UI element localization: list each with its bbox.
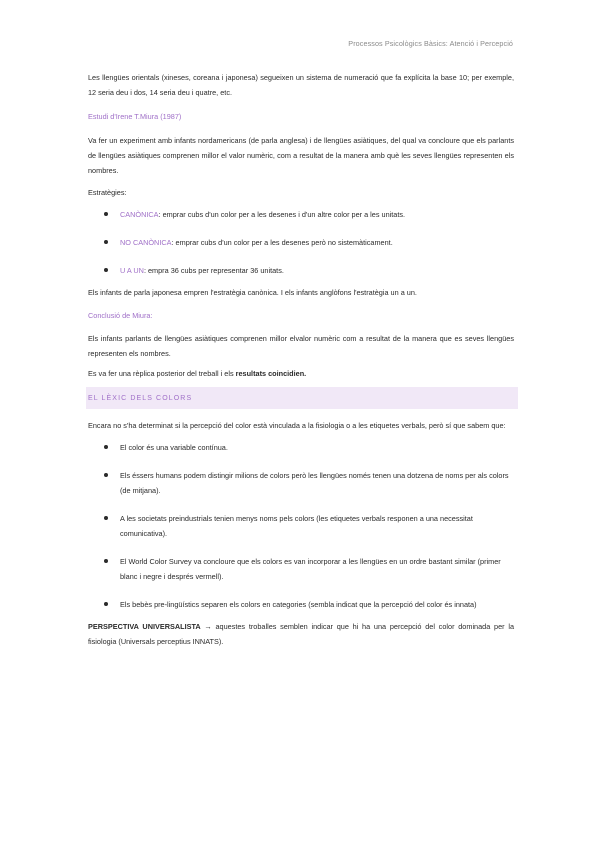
bullet-icon — [104, 268, 108, 272]
bullet-icon — [104, 240, 108, 244]
list-item — [88, 207, 514, 222]
page-content — [88, 70, 514, 649]
strategy-text: : emprar cubs d'un color per a les desenes però no sistemàticament. — [171, 238, 393, 247]
bullet-icon — [104, 516, 108, 520]
color-fact: El color és una variable contínua. — [120, 443, 228, 452]
replica-paragraph — [88, 366, 514, 381]
color-fact: El World Color Survey va concloure que els colors es van incorporar a les llengües en un ordre bastant similar (primer blanc i negre i després vermell). — [120, 557, 501, 581]
intro-paragraph: Les llengües orientals (xineses, coreana i japonesa) segueixen un sistema de numeració que fa explícita la base 10; per exemple, 12 seria deu i dos, 14 seria deu i quatre, etc. — [88, 73, 514, 97]
replica-result: resultats coincidien. — [235, 369, 307, 378]
list-item — [88, 468, 514, 498]
bullet-icon — [104, 212, 108, 216]
color-fact: Els bebès pre-lingüístics separen els colors en categories (sembla indicat que la percepció del color és innata) — [120, 600, 477, 609]
universalist-term: PERSPECTIVA UNIVERSALISTA — [88, 622, 201, 631]
page-header: Processos Psicològics Bàsics: Atenció i Percepció — [348, 39, 513, 48]
list-item — [88, 440, 514, 455]
list-item — [88, 263, 514, 278]
arrow-right-icon: → — [204, 622, 212, 631]
bullet-icon — [104, 602, 108, 606]
section-heading-bar — [86, 387, 518, 409]
replica-text: Es va fer una rèplica posterior del treball i els — [88, 369, 236, 378]
strategy-term: CANÒNICA — [120, 210, 159, 219]
strategies-label: Estratègies: — [88, 188, 127, 197]
color-facts-list — [88, 440, 514, 612]
conclusion-heading: Conclusió de Miura: — [88, 311, 153, 320]
bullet-icon — [104, 473, 108, 477]
universalist-text: aquestes troballes semblen indicar que hi ha una percepció del color dominada per la fisiologia (Universals perceptius INNATS). — [88, 622, 515, 646]
color-intro-paragraph: Encara no s'ha determinat si la percepció del color està vinculada a la fisiologia o a les etiquetes verbals, però sí que sabem que: — [88, 421, 506, 430]
list-item — [88, 597, 514, 612]
study-heading: Estudi d'Irene T.Miura (1987) — [88, 112, 182, 121]
section-title: EL LÈXIC DELS COLORS — [88, 395, 193, 402]
list-item — [88, 235, 514, 250]
conclusion-paragraph: Els infants parlants de llengües asiàtiques comprenen millor elvalor numèric com a resultat de la manera que es seves llengües representen els nombres. — [88, 334, 514, 358]
strategy-text: : emprar cubs d'un color per a les desenes i d'un altre color per a les unitats. — [158, 210, 406, 219]
color-fact: A les societats preindustrials tenien menys noms pels colors (les etiquetes verbals responen a una necessitat comunicativa). — [120, 514, 473, 538]
strategy-term: NO CANÒNICA — [120, 238, 172, 247]
bullet-icon — [104, 445, 108, 449]
color-fact: Els éssers humans podem distingir milions de colors però les llengües només tenen una dotzena de noms per als colors (de mitjana). — [120, 471, 509, 495]
japanese-strategy-paragraph: Els infants de parla japonesa empren l'estratègia canònica. I els infants anglòfons l'estratègia un a un. — [88, 288, 417, 297]
list-item — [88, 554, 514, 584]
strategy-text: : empra 36 cubs per representar 36 unitats. — [143, 266, 284, 275]
bullet-icon — [104, 559, 108, 563]
list-item — [88, 511, 514, 541]
experiment-paragraph: Va fer un experiment amb infants nordamericans (de parla anglesa) i de llengües asiàtiques, del qual va concloure que els parlants de llengües asiàtiques comprenen millor el valor numèric, com a resultat de la manera amb què les seves llengües representen els nombres. — [88, 136, 514, 175]
universalist-paragraph — [88, 619, 514, 649]
strategies-list — [88, 207, 514, 278]
strategy-term: U A UN — [120, 266, 144, 275]
